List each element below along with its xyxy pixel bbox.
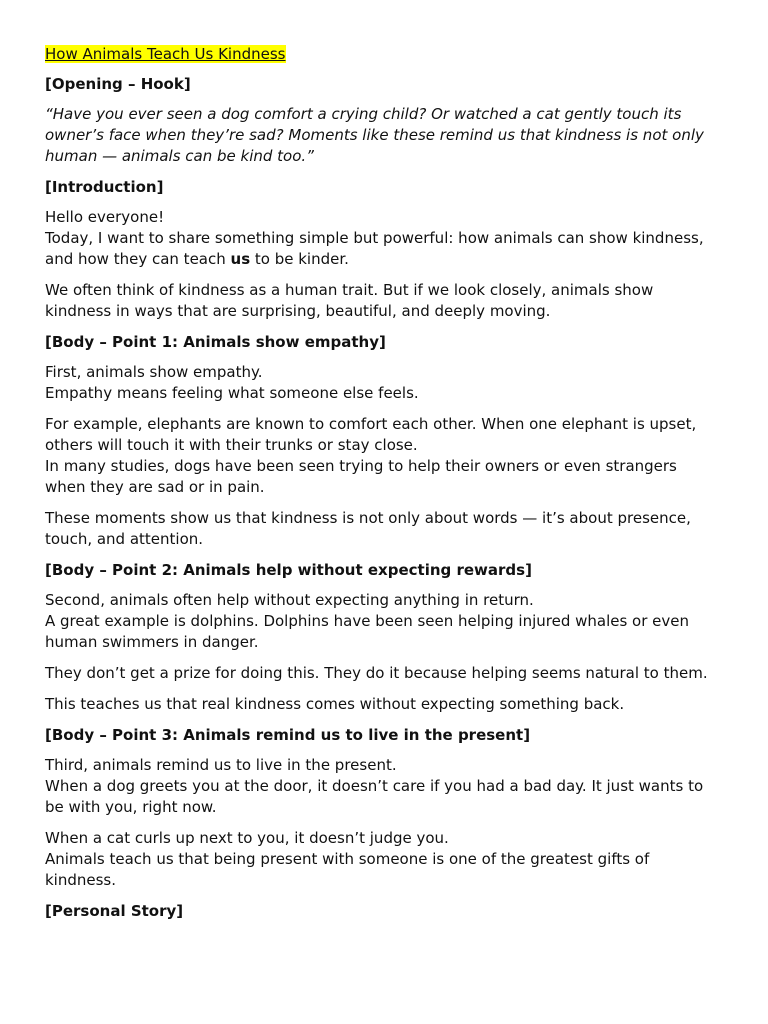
introduction-paragraph-1 bbox=[45, 207, 721, 270]
point-3-dog-text: When a dog greets you at the door, it doesn’t care if you had a bad day. It just wants to be with you, right now. bbox=[45, 777, 704, 816]
heading-introduction: [Introduction] bbox=[45, 178, 164, 196]
point-3-present-text: Animals teach us that being present with someone is one of the greatest gifts of kindness. bbox=[45, 850, 650, 889]
opening-quote: “Have you ever seen a dog comfort a crying child? Or watched a cat gently touch its owner’s face when they’re sad? Moments like these remind us that kindness is not only human — animals can be kind too.” bbox=[45, 105, 704, 165]
introduction-bold-us: us bbox=[230, 250, 251, 268]
point-1-line-1: First, animals show empathy. bbox=[45, 363, 263, 381]
point-1-paragraph-1 bbox=[45, 362, 721, 404]
highlighted-title-text: How Animals Teach Us Kindness bbox=[45, 45, 286, 63]
point-1-paragraph-3: These moments show us that kindness is not only about words — it’s about presence, touch, and attention. bbox=[45, 509, 691, 548]
heading-personal-story: [Personal Story] bbox=[45, 902, 184, 920]
point-2-paragraph-3: This teaches us that real kindness comes without expecting something back. bbox=[45, 695, 625, 713]
heading-point-2: [Body – Point 2: Animals help without expecting rewards] bbox=[45, 561, 532, 579]
heading-opening: [Opening – Hook] bbox=[45, 75, 191, 93]
introduction-line-2-end: to be kinder. bbox=[250, 250, 349, 268]
document-title bbox=[45, 44, 723, 65]
point-1-elephants-text: For example, elephants are known to comfort each other. When one elephant is upset, others will touch it with their trunks or stay close. bbox=[45, 415, 697, 454]
introduction-line-2-start: Today, I want to share something simple but powerful: how animals can show kindness, and how they can teach bbox=[45, 229, 704, 268]
heading-point-3: [Body – Point 3: Animals remind us to live in the present] bbox=[45, 726, 531, 744]
point-2-dolphins-text: A great example is dolphins. Dolphins have been seen helping injured whales or even human swimmers in danger. bbox=[45, 612, 690, 651]
point-3-paragraph-2 bbox=[45, 828, 721, 891]
introduction-paragraph-2: We often think of kindness as a human trait. But if we look closely, animals show kindness in ways that are surprising, beautiful, and deeply moving. bbox=[45, 281, 654, 320]
point-1-paragraph-2 bbox=[45, 414, 721, 498]
point-1-line-2: Empathy means feeling what someone else feels. bbox=[45, 384, 419, 402]
point-3-line-1: Third, animals remind us to live in the present. bbox=[45, 756, 397, 774]
point-2-line-1: Second, animals often help without expecting anything in return. bbox=[45, 591, 534, 609]
point-1-dogs-text: In many studies, dogs have been seen trying to help their owners or even strangers when they are sad or in pain. bbox=[45, 457, 677, 496]
point-2-paragraph-1 bbox=[45, 590, 721, 653]
point-3-cat-text: When a cat curls up next to you, it doesn’t judge you. bbox=[45, 829, 449, 847]
heading-point-1: [Body – Point 1: Animals show empathy] bbox=[45, 333, 386, 351]
introduction-greeting: Hello everyone! bbox=[45, 208, 165, 226]
point-3-paragraph-1 bbox=[45, 755, 721, 818]
point-2-paragraph-2: They don’t get a prize for doing this. They do it because helping seems natural to them. bbox=[45, 664, 708, 682]
